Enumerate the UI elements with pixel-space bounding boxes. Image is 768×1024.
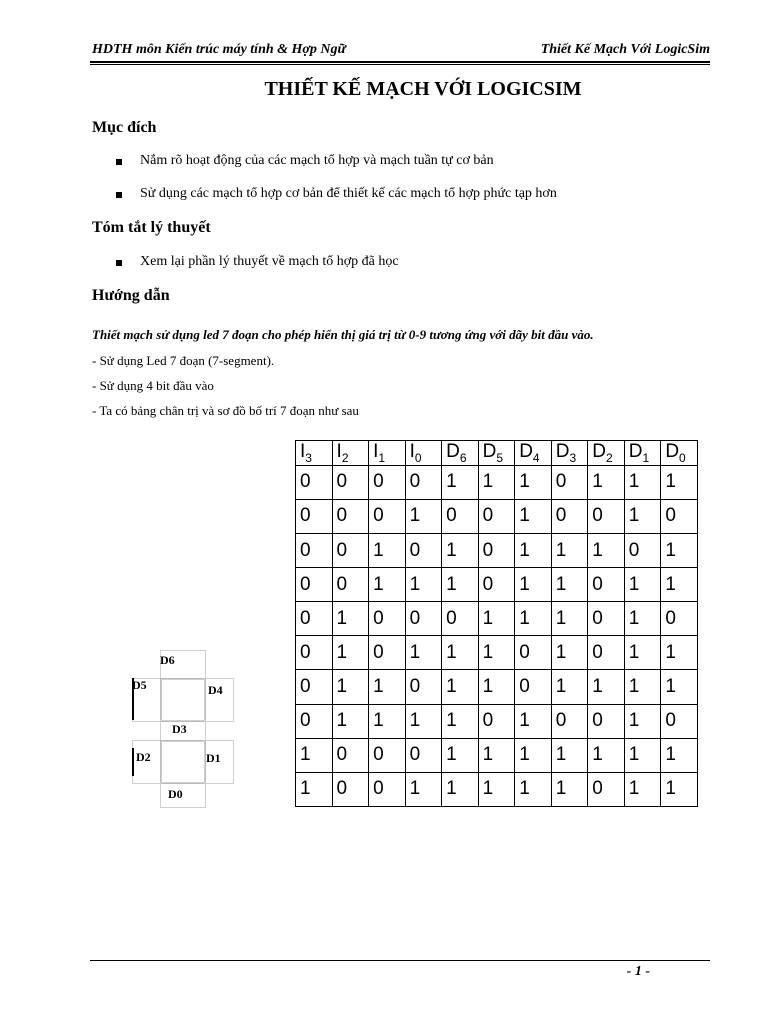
table-cell: 1 [661,670,698,704]
table-cell: 0 [478,568,515,602]
table-cell: 1 [442,738,479,772]
truth-table [295,440,698,807]
segment-lower-center-box [160,740,206,784]
table-cell: 1 [405,568,442,602]
table-cell: 1 [478,772,515,806]
table-cell: 1 [661,534,698,568]
table-cell: 0 [588,704,625,738]
table-cell: 0 [369,636,406,670]
table-cell: 0 [369,738,406,772]
segment-d3-label: D3 [172,722,187,736]
table-row [296,738,698,772]
table-row [296,772,698,806]
bullet-icon [116,159,122,165]
segment-d2-edge [132,748,134,776]
table-cell: 0 [661,499,698,533]
table-cell: 0 [661,704,698,738]
column-header: $D_2$ [588,441,625,466]
column-header: $D_3$ [551,441,588,466]
table-row [296,465,698,499]
table-cell: 1 [624,602,661,636]
heading-purpose: Mục đích [92,119,157,136]
table-cell: 1 [515,465,552,499]
table-row [296,568,698,602]
table-cell: 0 [332,568,369,602]
table-cell: 1 [551,670,588,704]
table-cell: 0 [296,499,333,533]
footer-divider [90,960,710,961]
table-cell: 0 [478,704,515,738]
column-header: $I_2$ [332,441,369,466]
table-cell: 0 [588,568,625,602]
table-cell: 0 [405,738,442,772]
page-title: THIẾT KẾ MẠCH VỚI LOGICSIM [264,78,582,100]
table-cell: 0 [296,636,333,670]
heading-guide: Hướng dẫn [92,287,170,304]
table-cell: 1 [515,704,552,738]
table-cell: 0 [369,772,406,806]
table-cell: 0 [442,602,479,636]
segment-d1-label: D1 [206,751,221,765]
table-cell: 1 [369,568,406,602]
table-cell: 0 [332,499,369,533]
table-cell: 1 [551,602,588,636]
table-cell: 1 [515,602,552,636]
table-cell: 1 [442,534,479,568]
segment-d0-label: D0 [168,787,183,801]
seven-segment-diagram [128,650,238,810]
table-cell: 0 [296,670,333,704]
header-divider [90,61,710,65]
column-header: $D_5$ [478,441,515,466]
table-cell: 1 [478,738,515,772]
table-cell: 0 [551,704,588,738]
bullet-text: Nắm rõ hoạt động của các mạch tổ hợp và mạch tuần tự cơ bản [140,153,494,168]
segment-d5-label: D5 [132,678,147,692]
guide-line: - Sử dụng Led 7 đoạn (7-segment). [92,353,275,368]
table-cell: 0 [296,568,333,602]
table-cell: 0 [478,499,515,533]
table-row [296,534,698,568]
column-header: $D_6$ [442,441,479,466]
table-row [296,499,698,533]
table-cell: 0 [405,465,442,499]
page-number: - 1 - [626,964,650,979]
table-cell: 1 [515,499,552,533]
table-row [296,670,698,704]
bullet-text: Sử dụng các mạch tổ hợp cơ bản để thiết kế các mạch tổ hợp phức tạp hơn [140,186,557,201]
table-cell: 1 [332,602,369,636]
table-cell: 1 [405,499,442,533]
guide-line: - Ta có bảng chân trị và sơ đồ bố trí 7 đoạn như sau [92,403,359,418]
table-cell: 0 [332,772,369,806]
table-cell: 1 [624,704,661,738]
table-cell: 0 [588,772,625,806]
table-cell: 1 [369,534,406,568]
table-cell: 1 [624,738,661,772]
table-cell: 0 [551,465,588,499]
table-cell: 1 [551,636,588,670]
column-header: $D_0$ [661,441,698,466]
table-cell: 1 [405,704,442,738]
table-cell: 1 [478,636,515,670]
table-cell: 0 [332,534,369,568]
table-cell: 0 [624,534,661,568]
table-cell: 1 [296,738,333,772]
table-cell: 0 [405,602,442,636]
table-cell: 1 [624,636,661,670]
table-cell: 1 [588,465,625,499]
table-cell: 1 [405,772,442,806]
bullet-icon [116,192,122,198]
table-cell: 0 [405,670,442,704]
table-cell: 1 [296,772,333,806]
table-cell: 1 [332,636,369,670]
table-cell: 1 [332,670,369,704]
segment-d0-box [160,782,206,808]
table-cell: 1 [442,636,479,670]
table-cell: 1 [478,670,515,704]
table-cell: 1 [661,772,698,806]
table-cell: 1 [369,704,406,738]
table-cell: 1 [405,636,442,670]
table-cell: 0 [515,636,552,670]
table-cell: 0 [296,602,333,636]
table-cell: 1 [551,738,588,772]
table-row [296,704,698,738]
table-cell: 1 [478,465,515,499]
table-cell: 1 [661,465,698,499]
table-cell: 1 [588,738,625,772]
column-header: $D_4$ [515,441,552,466]
table-cell: 0 [369,499,406,533]
table-cell: 1 [624,465,661,499]
table-cell: 1 [661,636,698,670]
table-cell: 1 [442,772,479,806]
table-cell: 0 [478,534,515,568]
table-cell: 1 [661,738,698,772]
segment-center-box [160,678,206,722]
table-cell: 0 [661,602,698,636]
table-cell: 1 [442,704,479,738]
table-cell: 1 [442,465,479,499]
table-cell: 1 [442,670,479,704]
bullet-text: Xem lại phần lý thuyết về mạch tổ hợp đã học [140,254,399,269]
table-cell: 1 [551,772,588,806]
heading-theory: Tóm tắt lý thuyết [92,219,211,236]
table-cell: 1 [515,568,552,602]
guide-line: - Sử dụng 4 bit đầu vào [92,378,214,393]
table-cell: 1 [661,568,698,602]
table-cell: 1 [515,738,552,772]
table-cell: 1 [515,534,552,568]
table-cell: 1 [624,568,661,602]
table-cell: 0 [551,499,588,533]
column-header: $I_1$ [369,441,406,466]
column-header: $D_1$ [624,441,661,466]
guide-intro: Thiết mạch sử dụng led 7 đoạn cho phép hiển thị giá trị từ 0-9 tương ứng với dãy bit đầu vào. [92,327,594,342]
table-cell: 0 [588,636,625,670]
table-cell: 0 [296,704,333,738]
segment-d2-label: D2 [136,750,151,764]
column-header: $I_3$ [296,441,333,466]
table-cell: 0 [515,670,552,704]
table-cell: 1 [332,704,369,738]
column-header: $I_0$ [405,441,442,466]
table-cell: 0 [296,534,333,568]
bullet-icon [116,260,122,266]
table-cell: 1 [624,499,661,533]
table-cell: 1 [624,772,661,806]
table-cell: 0 [332,738,369,772]
table-cell: 0 [588,602,625,636]
table-cell: 0 [405,534,442,568]
header-course-title: HDTH môn Kiến trúc máy tính & Hợp Ngữ [92,42,346,57]
table-row [296,636,698,670]
header-doc-title: Thiết Kế Mạch Với LogicSim [540,42,710,57]
table-cell: 0 [332,465,369,499]
table-cell: 0 [369,465,406,499]
table-cell: 0 [588,499,625,533]
table-cell: 0 [442,499,479,533]
truth-table-header-row [296,441,698,466]
table-cell: 1 [551,568,588,602]
table-cell: 1 [588,534,625,568]
table-cell: 1 [442,568,479,602]
table-cell: 1 [478,602,515,636]
table-cell: 1 [515,772,552,806]
table-cell: 0 [369,602,406,636]
table-row [296,602,698,636]
table-cell: 0 [296,465,333,499]
table-cell: 1 [588,670,625,704]
segment-d4-label: D4 [208,683,223,697]
table-cell: 1 [624,670,661,704]
segment-d6-label: D6 [160,653,175,667]
table-cell: 1 [369,670,406,704]
table-cell: 1 [551,534,588,568]
